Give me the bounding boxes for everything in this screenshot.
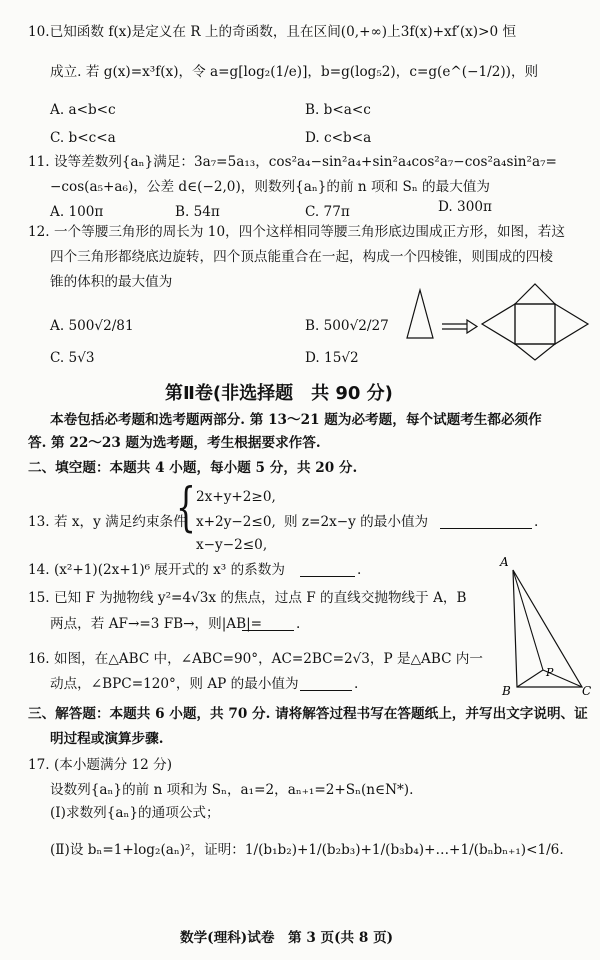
segment-ap bbox=[513, 570, 543, 670]
q11-option-b: B. 54π bbox=[175, 204, 220, 220]
q13-suffix: 则 z=2x−y 的最小值为 bbox=[284, 514, 429, 530]
net-of-pyramid bbox=[482, 284, 588, 360]
section-2-title: 第Ⅱ卷(非选择题 共 90 分) bbox=[165, 383, 393, 404]
fill-in-header: 二、填空题：本题共 4 小题，每小题 5 分，共 20 分. bbox=[28, 460, 358, 476]
segment-bp bbox=[517, 670, 543, 687]
arrow-icon bbox=[442, 320, 477, 333]
q13-end: . bbox=[534, 514, 539, 530]
vertex-label-b: B bbox=[502, 684, 511, 698]
q11-line-2: −cos(a₅+a₆)，公差 d∈(−2,0)，则数列{aₙ}的前 n 项和 Sₙ 的最大值为 bbox=[50, 179, 490, 195]
q13-brace: { bbox=[176, 478, 196, 538]
q12-option-c: C. 5√3 bbox=[50, 350, 95, 366]
q10-option-d: D. c<b<a bbox=[305, 130, 372, 146]
q13-prefix: 13. 若 x，y 满足约束条件 bbox=[28, 514, 187, 530]
q15-line-2: 两点，若 AF→=3 FB→，则|AB|= bbox=[50, 616, 263, 632]
q10-option-a: A. a<b<c bbox=[50, 102, 116, 118]
q13-constraint-3: x−y−2≤0, bbox=[196, 537, 268, 553]
q14-end: . bbox=[357, 562, 362, 578]
q10-line-1: 10.已知函数 f(x)是定义在 R 上的奇函数，且在区间(0,+∞)上3f(x)+xf′(x)>0 恒 bbox=[28, 24, 517, 40]
section-3-line-1: 三、解答题：本题共 6 小题，共 70 分. 请将解答过程书写在答题纸上，并写出文字说明、证 bbox=[28, 706, 588, 722]
page-footer: 数学(理科)试卷 第 3 页(共 8 页) bbox=[180, 930, 394, 946]
q13-constraint-1: 2x+y+2≥0, bbox=[196, 489, 276, 505]
section-3-line-2: 明过程或演算步骤. bbox=[50, 731, 164, 747]
q13-constraint-2: x+2y−2≤0, bbox=[196, 514, 276, 530]
q10-line-2: 成立. 若 g(x)=x³f(x)，令 a=g[log₂(1/e)]，b=g(log₅2)，c=g(e^(−1/2))，则 bbox=[50, 64, 539, 80]
vertex-label-c: C bbox=[582, 684, 592, 698]
q17-part-2: (Ⅱ)设 bₙ=1+log₂(aₙ)²，证明：1/(b₁b₂)+1/(b₂b₃)+1/(b₃b₄)+…+1/(bₙbₙ₊₁)<1/6. bbox=[50, 842, 564, 858]
point-label-p: P bbox=[546, 666, 554, 679]
q16-figure bbox=[490, 552, 595, 702]
q12-option-a: A. 500√2/81 bbox=[50, 318, 134, 334]
q15-end: . bbox=[296, 616, 301, 632]
q11-option-c: C. 77π bbox=[305, 204, 350, 220]
q15-answer-blank[interactable] bbox=[242, 616, 294, 631]
isosceles-triangle bbox=[407, 290, 433, 338]
q12-option-b: B. 500√2/27 bbox=[305, 318, 389, 334]
section-2-desc-2: 答. 第 22～23 题为选考题，考生根据要求作答. bbox=[28, 435, 321, 451]
q13-answer-blank[interactable] bbox=[440, 514, 532, 529]
q12-figure bbox=[395, 282, 595, 362]
q12-line-2: 四个三角形都绕底边旋转，四个顶点能重合在一起，构成一个四棱锥，则围成的四棱 bbox=[50, 249, 553, 265]
section-2-desc-1: 本卷包括必考题和选考题两部分. 第 13～21 题为必考题，每个试题考生都必须作 bbox=[50, 412, 542, 428]
q16-end: . bbox=[354, 676, 359, 692]
q15-line-1: 15. 已知 F 为抛物线 y²=4√3x 的焦点，过点 F 的直线交抛物线于 A，B bbox=[28, 590, 467, 606]
q12-option-d: D. 15√2 bbox=[305, 350, 359, 366]
vertex-label-a: A bbox=[500, 555, 509, 569]
q12-line-1: 12. 一个等腰三角形的周长为 10，四个这样相同等腰三角形底边围成正方形，如图，若这 bbox=[28, 224, 565, 240]
q17-given: 设数列{aₙ}的前 n 项和为 Sₙ，a₁=2，aₙ₊₁=2+Sₙ(n∈N*). bbox=[50, 782, 414, 798]
q17-part-1: (Ⅰ)求数列{aₙ}的通项公式； bbox=[50, 805, 220, 821]
q16-line-2: 动点，∠BPC=120°，则 AP 的最小值为 bbox=[50, 676, 299, 692]
q17-header: 17. (本小题满分 12 分) bbox=[28, 757, 173, 773]
q14-answer-blank[interactable] bbox=[300, 562, 355, 577]
q16-line-1: 16. 如图，在△ABC 中，∠ABC=90°，AC=2BC=2√3，P 是△ABC 内一 bbox=[28, 651, 483, 667]
q10-option-b: B. b<a<c bbox=[305, 102, 371, 118]
q11-option-a: A. 100π bbox=[50, 204, 104, 220]
q16-answer-blank[interactable] bbox=[300, 676, 352, 691]
q14-text: 14. (x²+1)(2x+1)⁶ 展开式的 x³ 的系数为 bbox=[28, 562, 285, 578]
q11-line-1: 11. 设等差数列{aₙ}满足：3a₇=5a₁₃，cos²a₄−sin²a₄+sin²a₄cos²a₇−cos²a₄sin²a₇= bbox=[28, 154, 557, 170]
q11-option-d: D. 300π bbox=[438, 199, 492, 215]
q12-line-3: 锥的体积的最大值为 bbox=[50, 274, 173, 290]
q10-option-c: C. b<c<a bbox=[50, 130, 116, 146]
